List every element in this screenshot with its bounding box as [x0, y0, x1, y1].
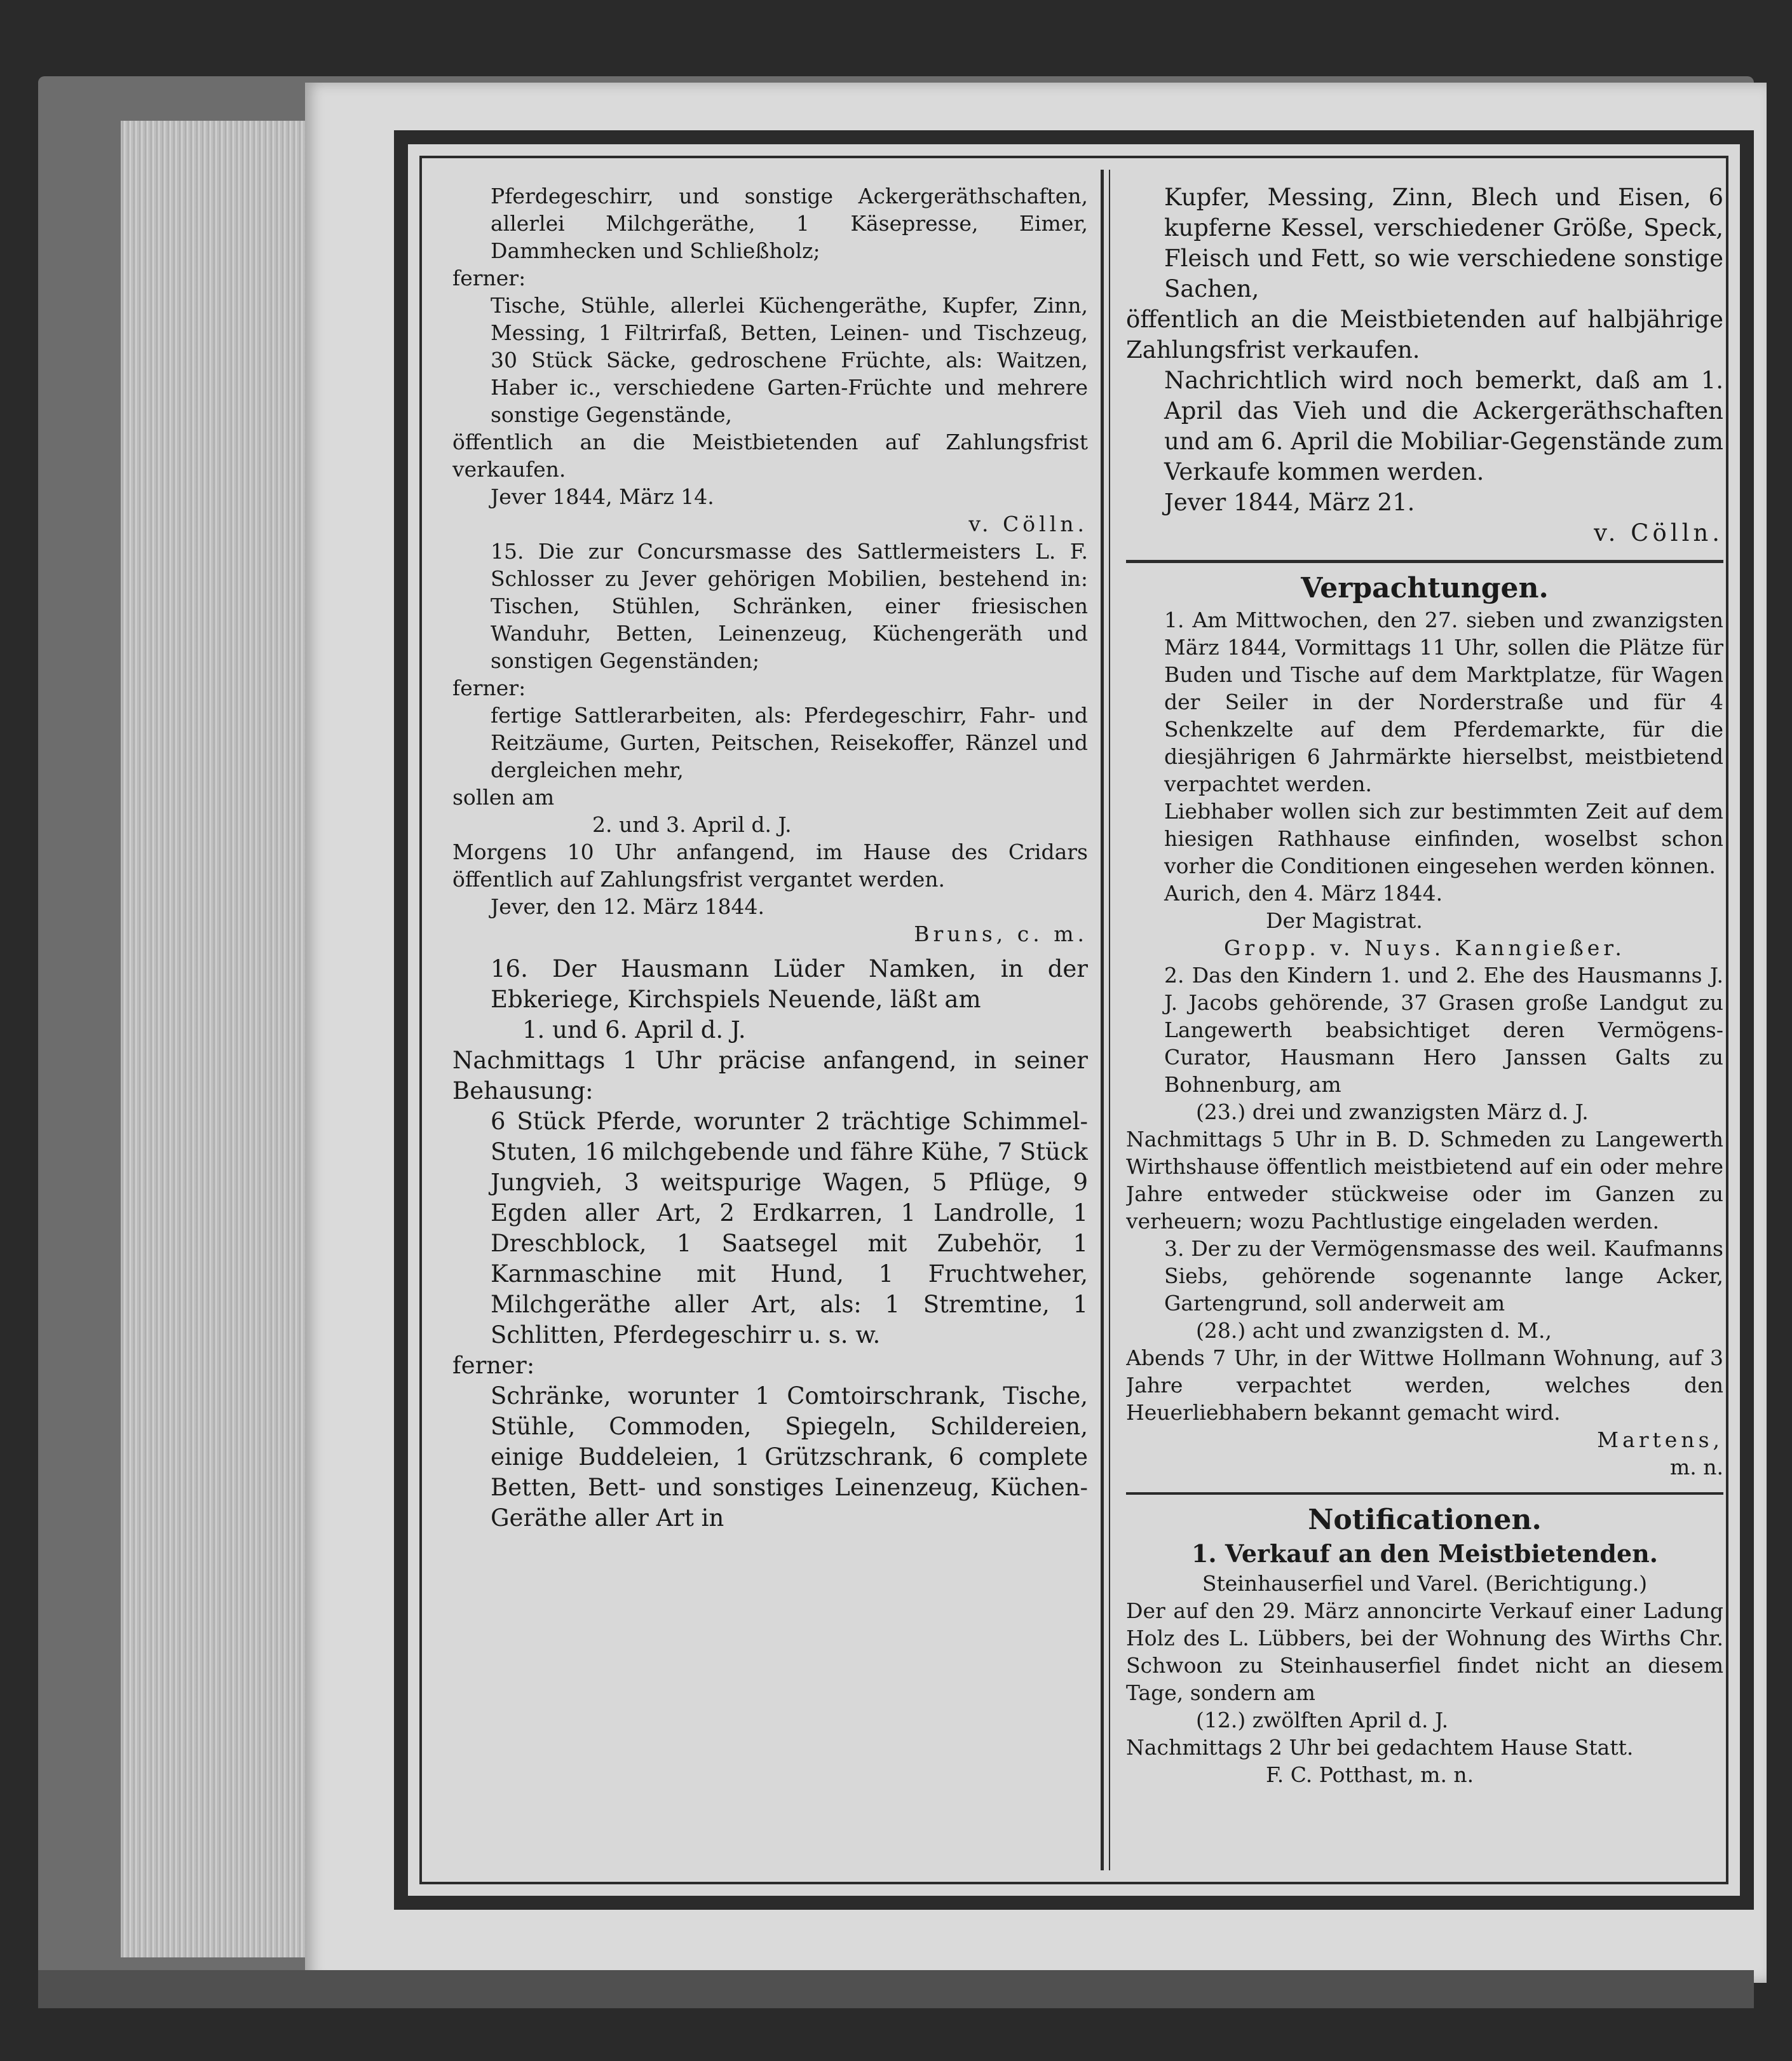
right-paragraph: Kupfer, Messing, Zinn, Blech und Eisen, 6 kupferne Kessel, verschiedener Größe, Speck, Fleisch und Fett, so wie verschiedene sonstige Sachen,	[1164, 184, 1723, 303]
left-paragraph: sollen am	[452, 785, 555, 810]
column-divider	[1101, 170, 1104, 1870]
item-list: 6 Stück Pferde, worunter 2 trächtige Schimmel-Stuten, 16 milchgebende und fähre Kühe, 7 Stück Jungvieh, 3 weitspurige Wagen, 5 Pflüge, 9 Egden aller Art, 2 Erdkarren, 1 Landrolle, 1 Dreschblock, 1 Saatsegel mit Zubehör, 1 Karnmaschine mit Hund, 1 Fruchtweher, Milchgeräthe aller Art, als: 1 Stremtine, 1 Schlitten, Pferdegeschirr u. s. w.	[491, 1108, 1088, 1349]
right-paragraph: Nachmittags 5 Uhr in B. D. Schmeden zu Langewerth Wirthshause öffentlich meistbietend auf ein oder mehre Jahre entweder stückweise oder im Ganzen zu verheuern; wozu Pachtlustige eingeladen werden.	[1126, 1127, 1723, 1234]
page-edges	[121, 121, 308, 1957]
lease-date: (23.) drei und zwanzigsten März d. J.	[1196, 1099, 1589, 1124]
signature: v. Cölln.	[1594, 519, 1723, 547]
notice-15: 15. Die zur Concursmasse des Sattlermeisters L. F. Schlosser zu Jever gehörigen Mobilien, bestehend in: Tischen, Stühlen, Schränken, einer friesischen Wanduhr, Betten, Leinenzeug, Küchengeräth und sonstigen Gegenständen;	[491, 539, 1088, 673]
sale-dates: 2. und 3. April d. J.	[592, 812, 792, 837]
signature: v. Cölln.	[968, 512, 1088, 536]
ferner-label: ferner:	[452, 676, 526, 700]
book-bottom-edge	[38, 1970, 1754, 2008]
notice-n1: Der auf den 29. März annoncirte Verkauf einer Ladung Holz des L. Lübbers, bei der Wohnung des Wirths Chr. Schwoon zu Steinhauserfiel findet nicht an diesem Tage, sondern am	[1126, 1598, 1723, 1705]
notice-place: Steinhauserfiel und Varel. (Berichtigung.)	[1202, 1571, 1648, 1596]
dateline: Jever 1844, März 21.	[1164, 489, 1415, 516]
signature: Der Magistrat.	[1266, 908, 1423, 933]
right-paragraph: Nachmittags 2 Uhr bei gedachtem Hause Statt.	[1126, 1735, 1634, 1760]
section-rule	[1126, 560, 1723, 563]
sale-dates: 1. und 6. April d. J.	[522, 1016, 746, 1044]
item-list: Schränke, worunter 1 Comtoirschrank, Tische, Stühle, Commoden, Spiegeln, Schildereien, einige Buddeleien, 1 Grützschrank, 6 complete Betten, Bett- und sonstiges Leinenzeug, Küchen-Geräthe aller Art in	[491, 1382, 1088, 1532]
left-paragraph: öffentlich an die Meistbietenden auf Zahlungsfrist verkaufen.	[452, 430, 1088, 482]
signature: Bruns, c. m.	[914, 922, 1088, 946]
left-paragraph: Morgens 10 Uhr anfangend, im Hause des Cridars öffentlich auf Zahlungsfrist vergantet werden.	[452, 840, 1088, 892]
notice-v1: 1. Am Mittwochen, den 27. sieben und zwanzigsten März 1844, Vormittags 11 Uhr, sollen die Plätze für Buden und Tische auf dem Marktplatze, für Wagen der Seiler in der Norderstraße und für 4 Schenkzelte auf dem Pferdemarkte, für die diesjährigen 6 Jahrmärkte hierselbst, meistbietend verpachtet werden.	[1164, 608, 1723, 796]
left-paragraph: Nachmittags 1 Uhr präcise anfangend, in seiner Behausung:	[452, 1047, 1088, 1105]
dateline: Aurich, den 4. März 1844.	[1164, 881, 1443, 906]
notice-title: 1. Verkauf an den Meistbietenden.	[1191, 1539, 1659, 1568]
signature: F. C. Potthast, m. n.	[1266, 1762, 1474, 1787]
section-heading-verpachtungen: Verpachtungen.	[1301, 572, 1549, 604]
sale-dates: (12.) zwölften April d. J.	[1196, 1708, 1449, 1732]
right-paragraph: Abends 7 Uhr, in der Wittwe Hollmann Wohnung, auf 3 Jahre verpachtet werden, welches den Heuerliebhabern bekannt gemacht wird.	[1126, 1345, 1723, 1425]
right-paragraph: Nachrichtlich wird noch bemerkt, daß am 1. April das Vieh und die Ackergeräthschaften und am 6. April die Mobiliar-Gegenstände zum Verkaufe kommen werden.	[1164, 367, 1723, 486]
notice-v2: 2. Das den Kindern 1. und 2. Ehe des Hausmanns J. J. Jacobs gehörende, 37 Grasen große Landgut zu Langewerth beabsichtiget deren Vermögens-Curator, Hausmann Hero Janssen Galts zu Bohnenburg, am	[1164, 963, 1723, 1097]
right-column	[1126, 182, 1723, 1870]
lease-date: (28.) acht und zwanzigsten d. M.,	[1196, 1318, 1552, 1343]
left-column	[452, 182, 1088, 1870]
ferner-label: ferner:	[452, 1352, 535, 1379]
section-heading-notificationen: Notificationen.	[1308, 1504, 1542, 1536]
notice-16: 16. Der Hausmann Lüder Namken, in der Ebkeriege, Kirchspiels Neuende, läßt am	[491, 955, 1088, 1013]
right-paragraph: öffentlich an die Meistbietenden auf halbjährige Zahlungsfrist verkaufen.	[1126, 306, 1723, 364]
signature: Martens,	[1597, 1427, 1723, 1452]
left-paragraph: Tische, Stühle, allerlei Küchengeräthe, Kupfer, Zinn, Messing, 1 Filtrirfaß, Betten, Leinen- und Tischzeug, 30 Stück Säcke, gedroschene Früchte, als: Waitzen, Haber ic., verschiedene Garten-Früchte und mehrere sonstige Gegenstände,	[491, 293, 1088, 427]
dateline: Jever 1844, März 14.	[491, 484, 714, 509]
left-paragraph: Pferdegeschirr, und sonstige Ackergeräthschaften, allerlei Milchgeräthe, 1 Käsepresse, Eimer, Dammhecken und Schließholz;	[491, 184, 1088, 263]
right-paragraph: Liebhaber wollen sich zur bestimmten Zeit auf dem hiesigen Rathhause einfinden, woselbst schon vorher die Conditionen eingesehen werden können.	[1164, 799, 1723, 878]
page-frame	[394, 130, 1754, 1910]
ferner-label: ferner:	[452, 266, 526, 290]
signature: Gropp. v. Nuys. Kanngießer.	[1224, 935, 1626, 960]
notice-v3: 3. Der zu der Vermögensmasse des weil. Kaufmanns Siebs, gehörende sogenannte lange Acker, Gartengrund, soll anderweit am	[1164, 1236, 1723, 1316]
left-paragraph: fertige Sattlerarbeiten, als: Pferdegeschirr, Fahr- und Reitzäume, Gurten, Peitschen, Reisekoffer, Ränzel und dergleichen mehr,	[491, 703, 1088, 782]
section-rule	[1126, 1492, 1723, 1495]
dateline: Jever, den 12. März 1844.	[491, 894, 765, 919]
signature: m. n.	[1669, 1455, 1723, 1479]
